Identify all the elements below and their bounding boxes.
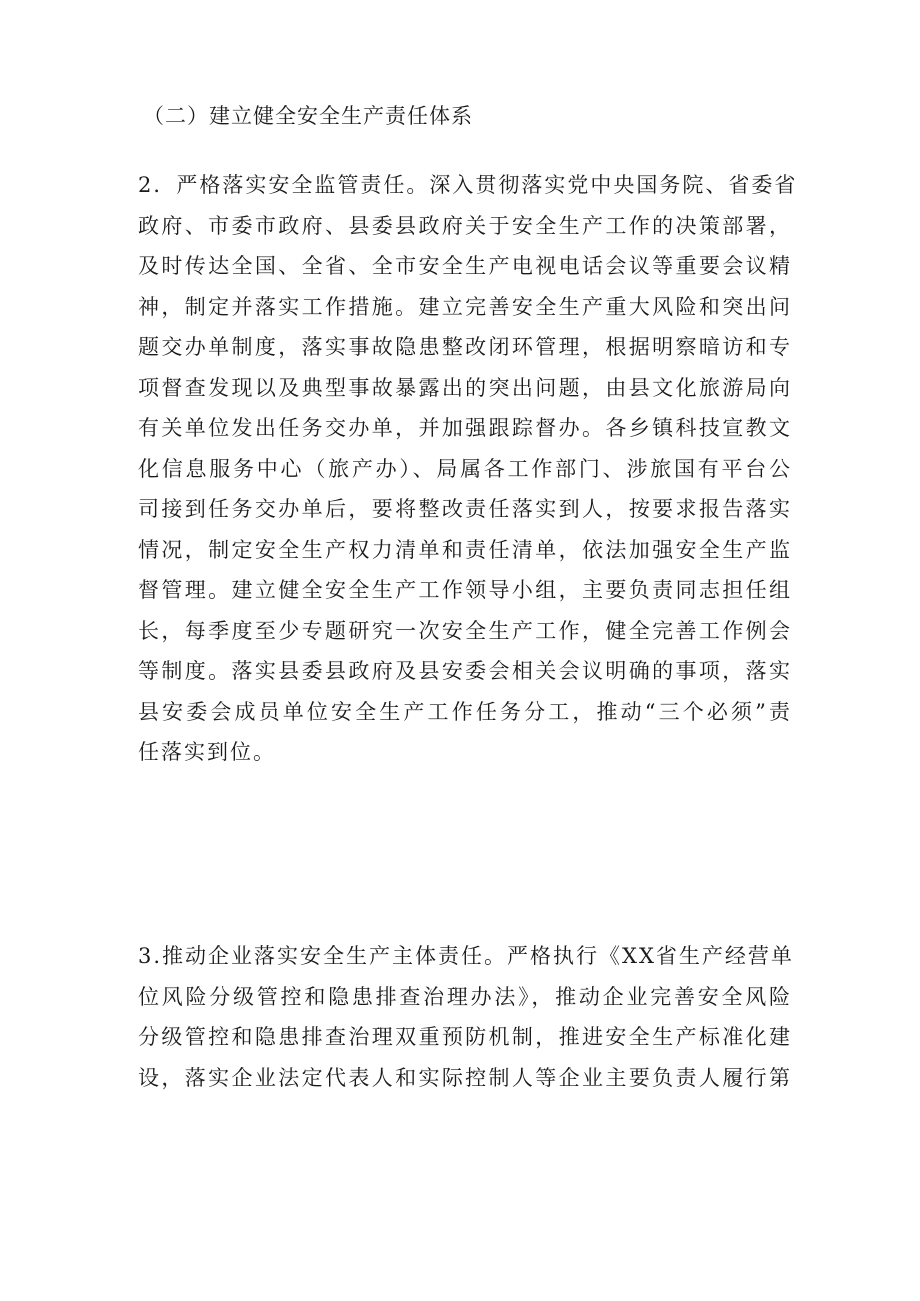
paragraph-line: 县安委会成员单位安全生产工作任务分工，推动“三个必须”责	[138, 699, 792, 724]
paragraph-3	[138, 936, 792, 1098]
paragraph-line: 有关单位发出任务交办单，并加强跟踪督办。各乡镇科技宣教文	[138, 416, 792, 440]
paragraph-line: 等制度。落实县委县政府及县安委会相关会议明确的事项，落实	[138, 659, 792, 683]
paragraph-line: 司接到任务交办单后，要将整改责任落实到人，按要求报告落实	[138, 497, 792, 521]
paragraph-line: 项督查发现以及典型事故暴露出的突出问题，由县文化旅游局向	[138, 375, 792, 400]
paragraph-line: 化信息服务中心（旅产办）、局属各工作部门、涉旅国有平台公	[138, 456, 792, 481]
paragraph-line: 分级管控和隐患排查治理双重预防机制，推进安全生产标准化建	[138, 1025, 792, 1049]
paragraph-line: 位风险分级管控和隐患排查治理办法》，推动企业完善安全风险	[138, 984, 792, 1009]
paragraph-line: 3.推动企业落实安全生产主体责任。严格执行《XX省生产经营单	[138, 944, 794, 968]
paragraph-line: 任落实到位。	[138, 740, 276, 764]
paragraph-line: 题交办单制度，落实事故隐患整改闭环管理，根据明察暗访和专	[138, 335, 792, 359]
paragraph-line: 督管理。建立健全安全生产工作领导小组，主要负责同志担任组	[138, 578, 792, 602]
section-heading: （二）建立健全安全生产责任体系	[143, 104, 473, 128]
paragraph-line: 政府、市委市政府、县委县政府关于安全生产工作的决策部署，	[138, 213, 792, 238]
paragraph-line: 及时传达全国、全省、全市安全生产电视电话会议等重要会议精	[138, 254, 792, 278]
paragraph-line: 设，落实企业法定代表人和实际控制人等企业主要负责人履行第	[138, 1065, 792, 1090]
paragraph-line: 情况，制定安全生产权力清单和责任清单，依法加强安全生产监	[138, 537, 792, 562]
paragraph-line: 长，每季度至少专题研究一次安全生产工作，健全完善工作例会	[138, 618, 792, 643]
paragraph-line: 2．严格落实安全监管责任。深入贯彻落实党中央国务院、省委省	[138, 173, 798, 197]
paragraph-line: 神，制定并落实工作措施。建立完善安全生产重大风险和突出问	[138, 294, 792, 319]
paragraph-2	[138, 165, 798, 773]
